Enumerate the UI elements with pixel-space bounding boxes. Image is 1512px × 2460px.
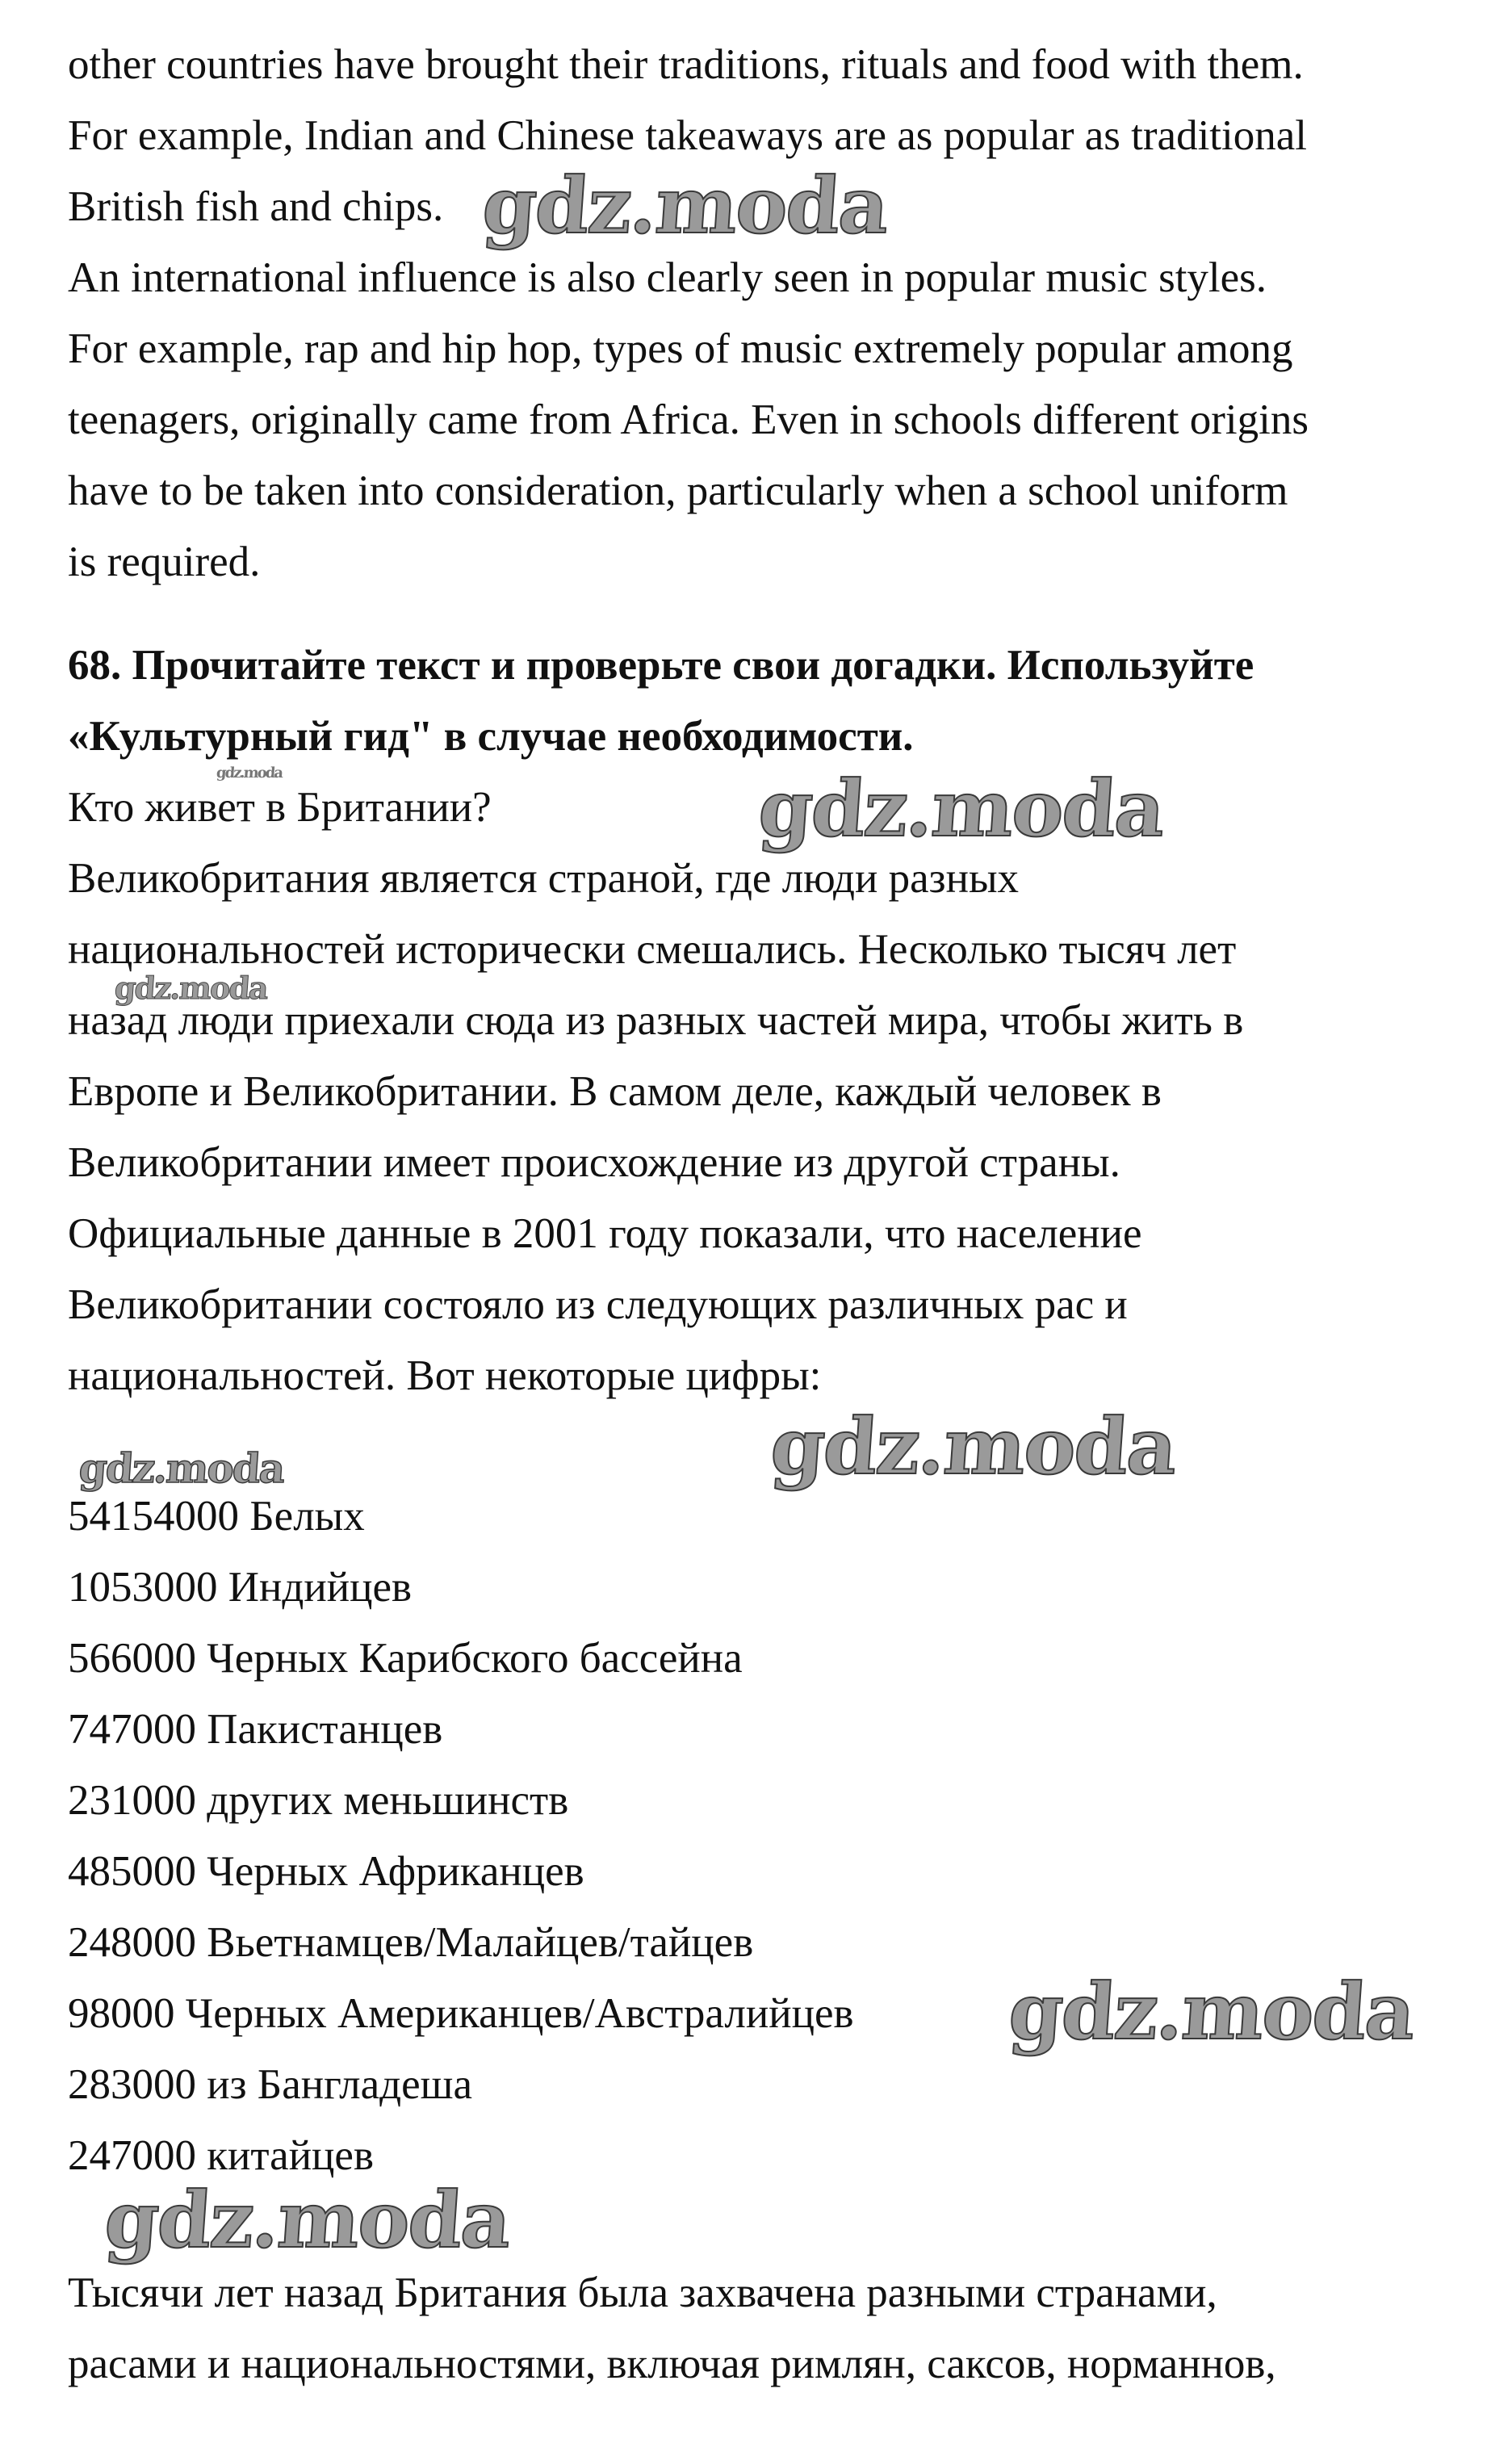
task-heading: «Культурный гид" в случае необходимости. bbox=[68, 713, 914, 760]
text-line: other countries have brought their traditions, rituals and food with them. bbox=[68, 41, 1304, 88]
watermark-logo: gdz.moda bbox=[1006, 1966, 1418, 2057]
watermark-logo: gdz.moda bbox=[77, 1444, 286, 1492]
text-line: Европе и Великобритании. В самом деле, каждый человек в bbox=[68, 1068, 1162, 1115]
list-item: 54154000 Белых bbox=[68, 1493, 365, 1540]
watermark-logo: gdz.moda bbox=[756, 763, 1167, 854]
list-item: 485000 Черных Африканцев bbox=[68, 1848, 584, 1895]
section-subtitle: Кто живет в Британии? bbox=[68, 784, 492, 831]
watermark-logo: gdz.moda bbox=[113, 970, 269, 1006]
list-item: 248000 Вьетнамцев/Малайцев/тайцев bbox=[68, 1919, 754, 1966]
list-item: 247000 китайцев bbox=[68, 2132, 374, 2179]
list-item: 98000 Черных Американцев/Австралийцев bbox=[68, 1990, 854, 2037]
watermark-logo: gdz.moda bbox=[216, 765, 283, 782]
text-line: have to be taken into consideration, particularly when a school uniform bbox=[68, 467, 1288, 514]
text-line: расами и национальностями, включая римлян, саксов, норманнов, bbox=[68, 2341, 1276, 2387]
text-line: For example, Indian and Chinese takeaways are as popular as traditional bbox=[68, 112, 1308, 159]
list-item: 1053000 Индийцев bbox=[68, 1564, 412, 1611]
watermark-logo: gdz.moda bbox=[102, 2174, 513, 2265]
text-line: Великобритании имеет происхождение из другой страны. bbox=[68, 1139, 1120, 1186]
text-line: назад люди приехали сюда из разных частей мира, чтобы жить в bbox=[68, 997, 1244, 1044]
text-line: Великобритании состояло из следующих различных рас и bbox=[68, 1281, 1128, 1328]
text-line: Тысячи лет назад Британия была захвачена разными странами, bbox=[68, 2269, 1217, 2316]
text-line: is required. bbox=[68, 539, 261, 585]
text-line: An international influence is also clearly seen in popular music styles. bbox=[68, 254, 1267, 301]
list-item: 283000 из Бангладеша bbox=[68, 2061, 472, 2108]
list-item: 566000 Черных Карибского бассейна bbox=[68, 1635, 743, 1682]
list-item: 231000 других меньшинств bbox=[68, 1777, 569, 1824]
list-item: 747000 Пакистанцев bbox=[68, 1706, 443, 1753]
text-line: teenagers, originally came from Africa. Even in schools different origins bbox=[68, 396, 1309, 443]
text-line: For example, rap and hip hop, types of music extremely popular among bbox=[68, 325, 1293, 372]
watermark-logo: gdz.moda bbox=[480, 160, 891, 251]
text-line: British fish and chips. bbox=[68, 183, 444, 230]
text-line: национальностей. Вот некоторые цифры: bbox=[68, 1352, 822, 1399]
text-line: Официальные данные в 2001 году показали, что население bbox=[68, 1210, 1142, 1257]
watermark-logo: gdz.moda bbox=[768, 1401, 1179, 1492]
text-line: Великобритания является страной, где люди разных bbox=[68, 855, 1020, 902]
task-heading: 68. Прочитайте текст и проверьте свои догадки. Используйте bbox=[68, 642, 1254, 689]
text-line: национальностей исторически смешались. Несколько тысяч лет bbox=[68, 926, 1237, 973]
